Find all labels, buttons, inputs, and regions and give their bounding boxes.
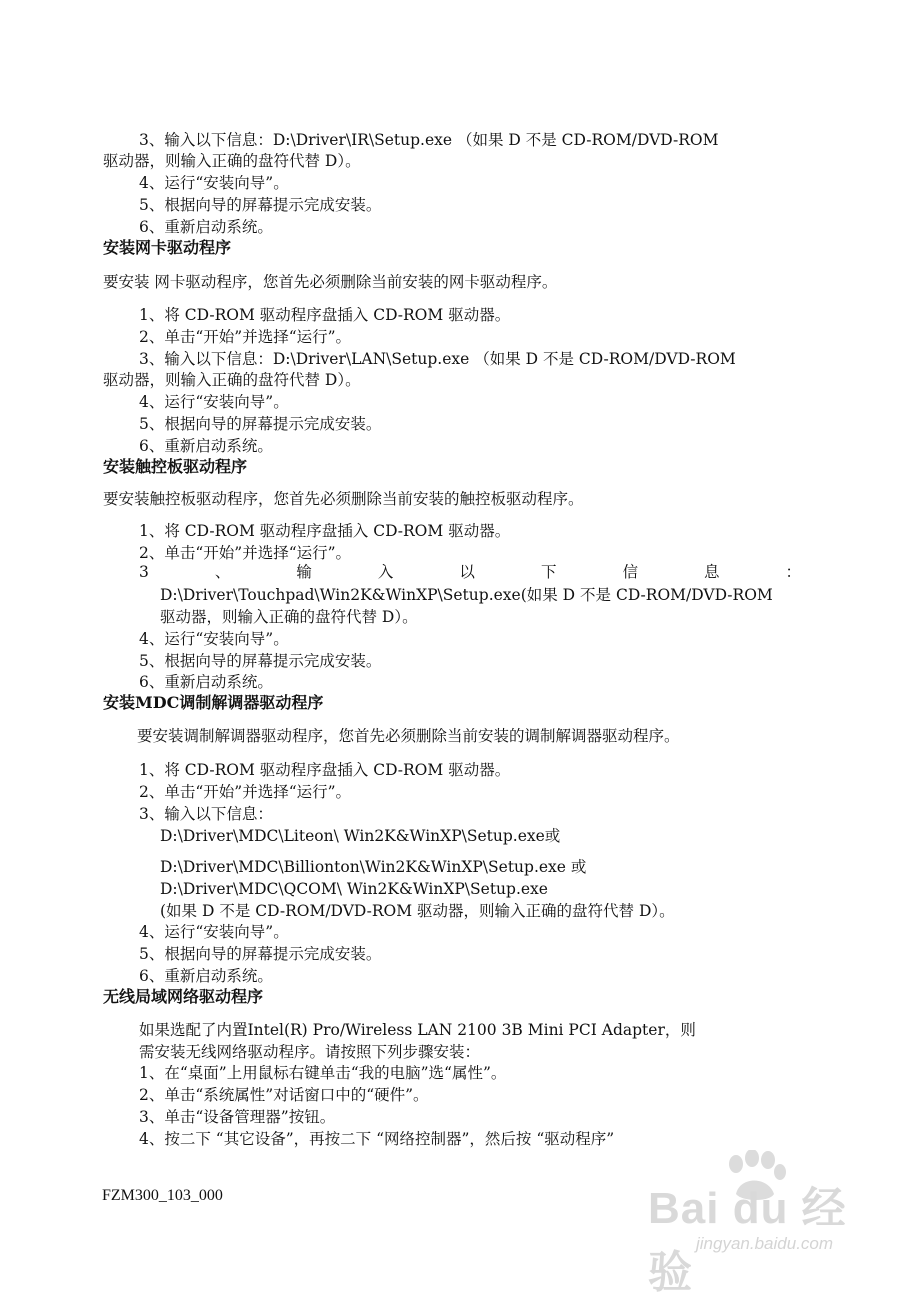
step3-part: 信 [622,563,638,581]
ir-step-5: 5、根据向导的屏幕提示完成安装。 [139,196,382,214]
touchpad-step-3-path: D:\Driver\Touchpad\Win2K&WinXP\Setup.exe(如果 D 不是 CD-ROM/DVD-ROM [160,586,773,604]
step3-part: ： [785,563,801,581]
touchpad-step-1: 1、将 CD-ROM 驱动程序盘插入 CD-ROM 驱动器。 [139,522,511,540]
mdc-step-5: 5、根据向导的屏幕提示完成安装。 [139,945,382,963]
ir-step-3: 3、输入以下信息：D:\Driver\IR\Setup.exe （如果 D 不是 CD-ROM/DVD-ROM [139,131,719,149]
mdc-heading: 安装MDC调制解调器驱动程序 [103,693,324,712]
lan-step-1: 1、将 CD-ROM 驱动程序盘插入 CD-ROM 驱动器。 [139,306,511,324]
mdc-path-liteon: D:\Driver\MDC\Liteon\ Win2K&WinXP\Setup.exe或 [160,827,561,845]
wlan-intro-1: 如果选配了内置Intel(R) Pro/Wireless LAN 2100 3B Mini PCI Adapter，则 [139,1021,696,1039]
mdc-step-6: 6、重新启动系统。 [139,967,273,985]
step3-part: 、 [214,563,231,581]
watermark-url: jingyan.baidu.com [696,1234,834,1253]
touchpad-intro: 要安装触控板驱动程序，您首先必须删除当前安装的触控板驱动程序。 [103,490,584,508]
touchpad-step-5: 5、根据向导的屏幕提示完成安装。 [139,652,382,670]
wlan-heading: 无线局域网络驱动程序 [103,987,264,1006]
ir-step-3-cont: 驱动器，则输入正确的盘符代替 D）。 [103,152,361,170]
step3-part: 下 [540,563,557,581]
mdc-path-qcom: D:\Driver\MDC\QCOM\ Win2K&WinXP\Setup.exe [160,880,548,898]
lan-step-3-cont: 驱动器，则输入正确的盘符代替 D）。 [103,371,361,389]
mdc-note: (如果 D 不是 CD-ROM/DVD-ROM 驱动器，则输入正确的盘符代替 D）。 [160,902,675,920]
mdc-path-billionton: D:\Driver\MDC\Billionton\Win2K&WinXP\Setup.exe 或 [160,858,587,876]
wlan-step-2: 2、单击“系统属性”对话窗口中的“硬件”。 [139,1086,429,1104]
step3-part: 入 [377,563,394,581]
lan-step-6: 6、重新启动系统。 [139,437,273,455]
touchpad-step-4: 4、运行“安装向导”。 [139,630,289,648]
step3-part: 输 [296,563,312,581]
step3-part: 以 [459,563,475,581]
wlan-intro-2: 需安装无线网络驱动程序。请按照下列步骤安装： [139,1043,481,1061]
ir-step-4: 4、运行“安装向导”。 [139,174,289,192]
touchpad-step-3-justified [139,562,801,584]
lan-step-3: 3、输入以下信息：D:\Driver\LAN\Setup.exe （如果 D 不是 CD-ROM/DVD-ROM [139,350,736,368]
wlan-step-4: 4、按二下 “其它设备”，再按二下 “网络控制器”，然后按 “驱动程序” [139,1130,615,1148]
lan-step-5: 5、根据向导的屏幕提示完成安装。 [139,415,382,433]
wlan-step-1: 1、在“桌面”上用鼠标右键单击“我的电脑”选“属性”。 [139,1064,507,1082]
baidu-jingyan-watermark [640,1150,870,1297]
step3-part: 3 [139,563,149,581]
touchpad-heading: 安装触控板驱动程序 [103,457,248,476]
lan-intro: 要安装 网卡驱动程序，您首先必须删除当前安装的网卡驱动程序。 [103,273,558,291]
step3-part: 息 [703,563,720,581]
lan-step-4: 4、运行“安装向导”。 [139,393,289,411]
mdc-intro: 要安装调制解调器驱动程序，您首先必须删除当前安装的调制解调器驱动程序。 [137,727,680,745]
wlan-step-3: 3、单击“设备管理器”按钮。 [139,1108,336,1126]
lan-heading: 安装网卡驱动程序 [103,238,232,257]
touchpad-step-2: 2、单击“开始”并选择“运行”。 [139,544,352,562]
mdc-step-2: 2、单击“开始”并选择“运行”。 [139,783,352,801]
ir-step-6: 6、重新启动系统。 [139,218,273,236]
mdc-step-1: 1、将 CD-ROM 驱动程序盘插入 CD-ROM 驱动器。 [139,761,511,779]
document-footer-code: FZM300_103_000 [102,1187,223,1204]
mdc-step-4: 4、运行“安装向导”。 [139,923,289,941]
lan-step-2: 2、单击“开始”并选择“运行”。 [139,328,352,346]
watermark-logo: Bai du 经验 [648,1184,847,1297]
mdc-step-3: 3、输入以下信息： [139,805,273,823]
touchpad-step-6: 6、重新启动系统。 [139,673,273,691]
touchpad-step-3-cont: 驱动器，则输入正确的盘符代替 D）。 [160,608,418,626]
